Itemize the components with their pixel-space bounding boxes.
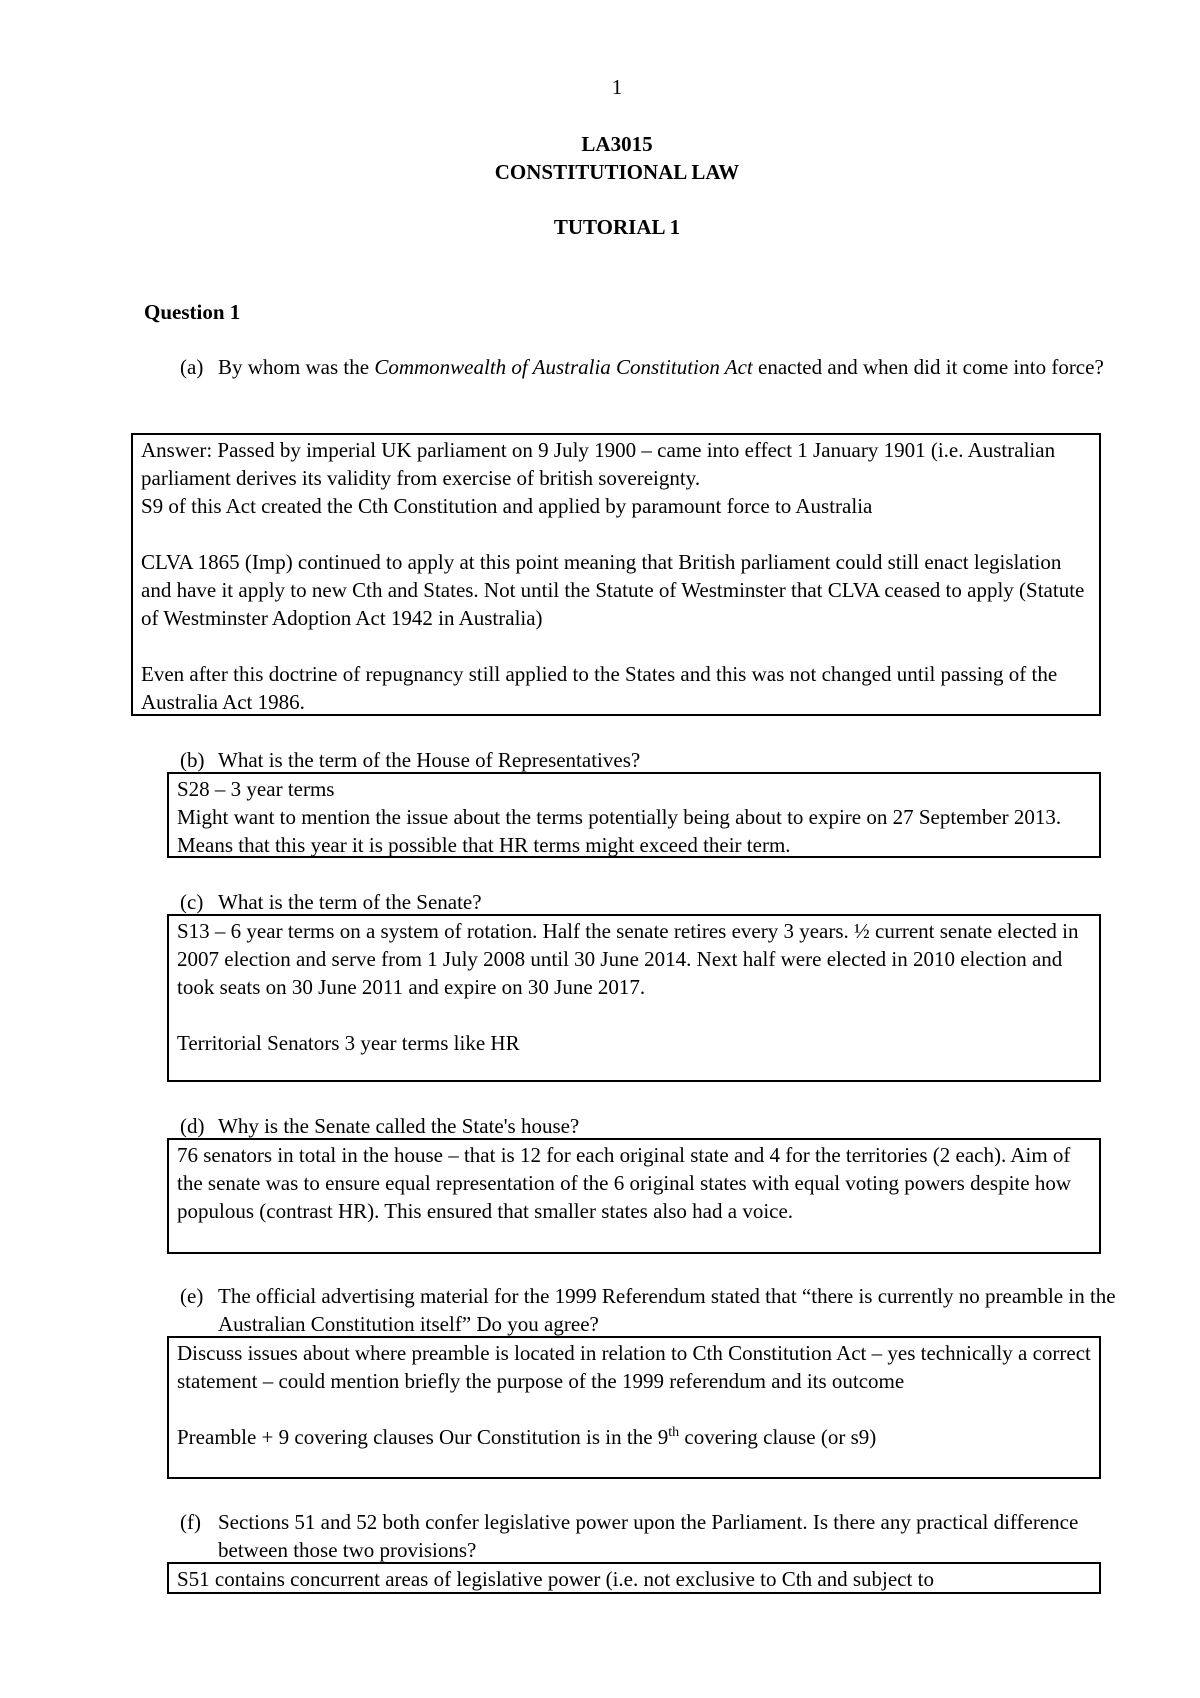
act-name: Commonwealth of Australia Constitution Act [374, 355, 753, 379]
question-a-text: By whom was the Commonwealth of Australia Constitution Act enacted and when did it come into force? [218, 355, 1104, 379]
question-heading: Question 1 [144, 300, 241, 324]
question-c-label: (c) [180, 890, 204, 914]
answer-a-line: S9 of this Act created the Cth Constitution and applied by paramount force to Australia [141, 494, 873, 518]
answer-b-line: Might want to mention the issue about the terms potentially being about to expire on 27 September 2013. Means that this year it is possible that HR terms might exceed their term. [177, 805, 1062, 857]
superscript-th: th [668, 1425, 680, 1440]
question-a-label: (a) [180, 355, 204, 379]
answer-d-line: 76 senators in total in the house – that is 12 for each original state and 4 for the territories (2 each). Aim of the senate was to ensure equal representation of the 6 original states with equal voting powers despite how populous (contrast HR). This ensured that smaller states also had a voice. [177, 1143, 1071, 1223]
answer-f-line: S51 contains concurrent areas of legislative power (i.e. not exclusive to Cth and subject to [177, 1567, 934, 1591]
answer-a-line: Even after this doctrine of repugnancy still applied to the States and this was not changed until passing of the Australia Act 1986. [141, 662, 1058, 714]
answer-c-line: S13 – 6 year terms on a system of rotation. Half the senate retires every 3 years. ½ current senate elected in 2007 election and serve from 1 July 2008 until 30 June 2014. Next half were elected in 2010 election and took seats on 30 June 2011 and expire on 30 June 2017. [177, 919, 1079, 999]
answer-box-c [167, 914, 1101, 1082]
question-d-label: (d) [180, 1114, 205, 1138]
answer-box-d [167, 1138, 1101, 1254]
answer-box-f [167, 1562, 1101, 1594]
page-number: 1 [611, 75, 623, 99]
answer-box-e [167, 1336, 1101, 1479]
question-f-label: (f) [180, 1510, 201, 1534]
question-b-label: (b) [180, 748, 205, 772]
course-code: LA3015 [581, 132, 653, 156]
question-e-text: The official advertising material for the 1999 Referendum stated that “there is currently no preamble in the Australian Constitution itself” Do you agree? [218, 1284, 1116, 1336]
question-e-label: (e) [180, 1284, 204, 1308]
question-d-text: Why is the Senate called the State's house? [218, 1114, 580, 1138]
answer-a-line: Answer: Passed by imperial UK parliament on 9 July 1900 – came into effect 1 January 1901 (i.e. Australian parliament derives its validity from exercise of british sovereignty. [141, 438, 1056, 490]
question-f-text: Sections 51 and 52 both confer legislative power upon the Parliament. Is there any practical difference between those two provisions? [218, 1510, 1079, 1562]
tutorial-title: TUTORIAL 1 [553, 215, 681, 239]
answer-c-line: Territorial Senators 3 year terms like HR [177, 1031, 520, 1055]
answer-e-line: Preamble + 9 covering clauses Our Constitution is in the 9th covering clause (or s9) [177, 1425, 877, 1449]
answer-b-line: S28 – 3 year terms [177, 777, 335, 801]
answer-box-b [167, 772, 1101, 858]
course-title: CONSTITUTIONAL LAW [494, 160, 740, 184]
question-c-text: What is the term of the Senate? [218, 890, 482, 914]
answer-a-line: CLVA 1865 (Imp) continued to apply at this point meaning that British parliament could still enact legislation and have it apply to new Cth and States. Not until the Statute of Westminster that CLVA ceased to apply (Statute of Westminster Adoption Act 1942 in Australia) [141, 550, 1085, 630]
answer-box-a [131, 433, 1101, 716]
answer-e-line: Discuss issues about where preamble is located in relation to Cth Constitution Act – yes technically a correct statement – could mention briefly the purpose of the 1999 referendum and its outcome [177, 1341, 1091, 1393]
question-b-text: What is the term of the House of Representatives? [218, 748, 641, 772]
